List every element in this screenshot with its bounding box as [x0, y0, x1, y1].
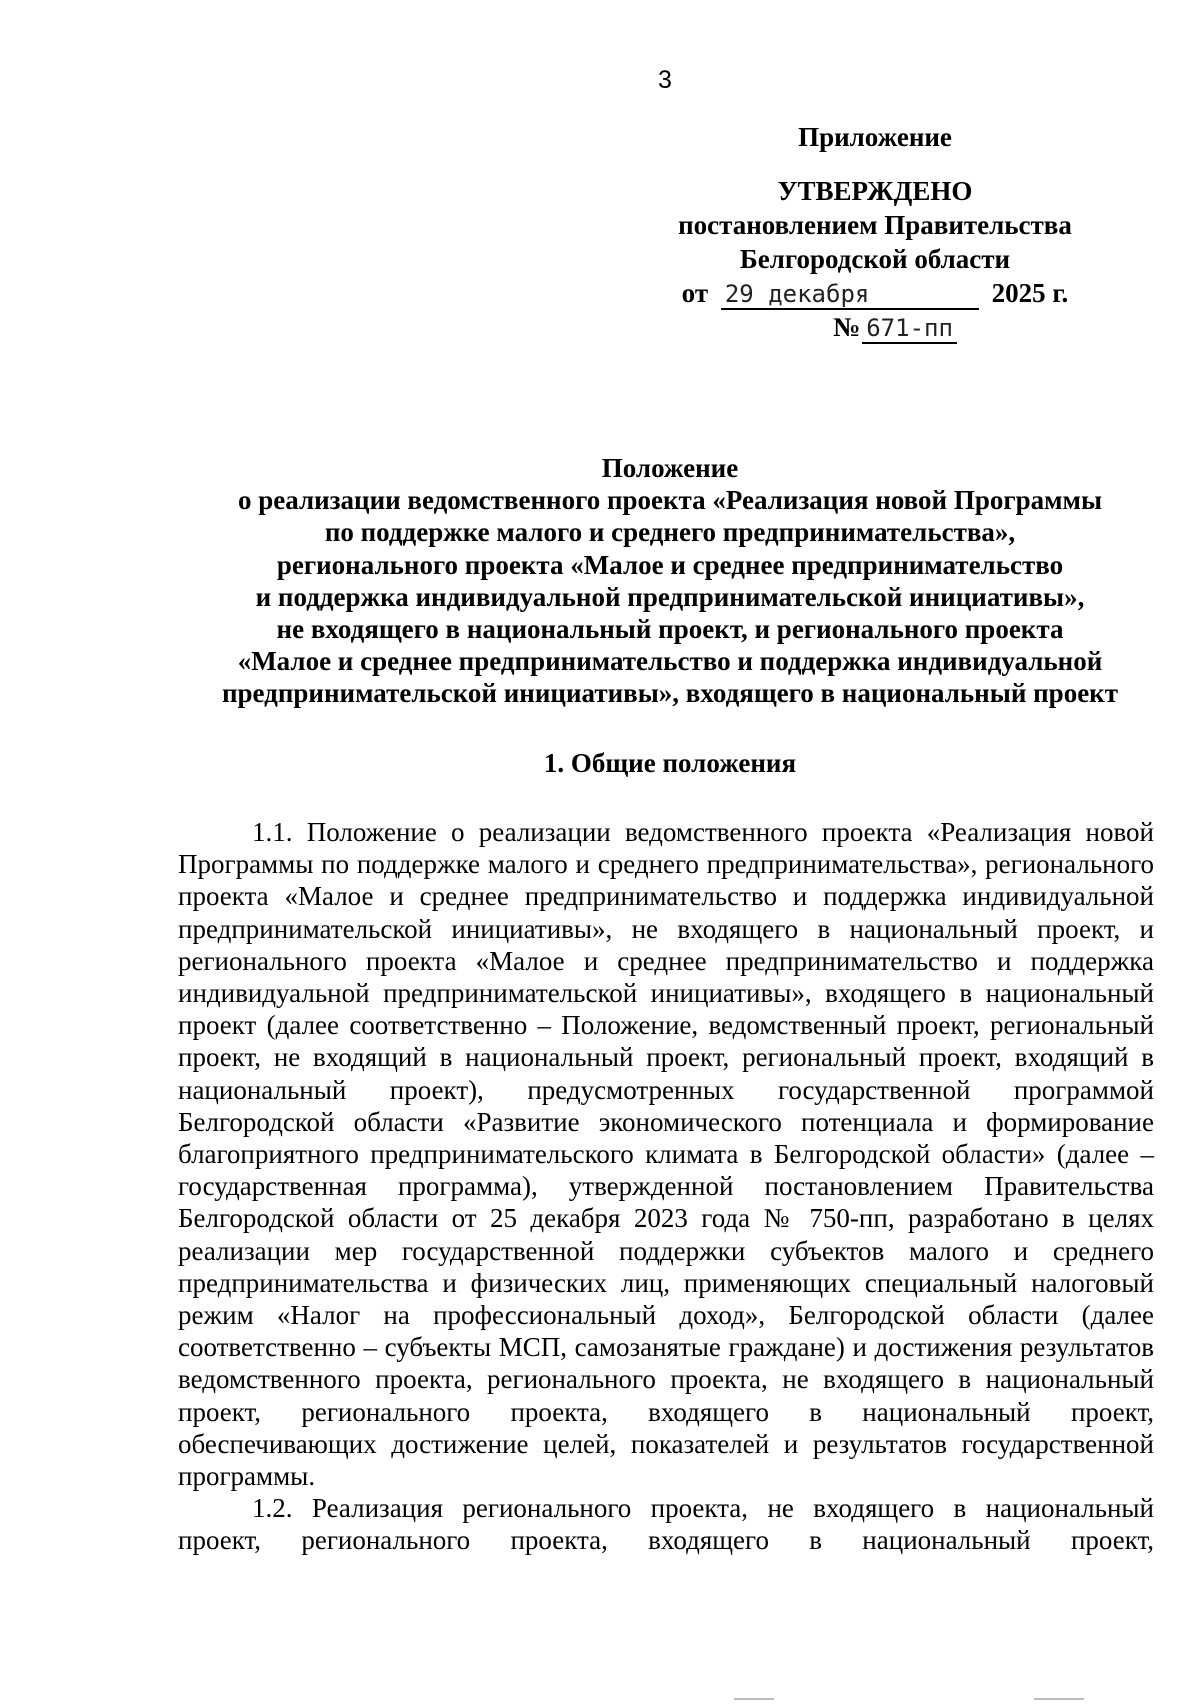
scan-artifact [734, 1698, 774, 1700]
decree-date [640, 276, 1110, 310]
appendix-label: Приложение [798, 122, 952, 152]
title-line: по поддержке малого и среднего предпринимательства», [324, 517, 1016, 548]
title-line: о реализации ведомственного проекта «Реализация новой Программы [237, 485, 1103, 516]
approved-label: УТВЕРЖДЕНО [777, 176, 973, 206]
title-line: предпринимательской инициативы», входящего в национальный проект [221, 678, 1119, 709]
date-year: 2025 г. [991, 278, 1069, 308]
title-line: и поддержка индивидуальной предпринимательской инициативы», [255, 581, 1085, 612]
date-prefix: от [681, 278, 709, 308]
decree-number [640, 310, 1110, 344]
title-line: не входящего в национальный проект, и регионального проекта [276, 614, 1064, 645]
page-number: 3 [658, 66, 672, 94]
title-line: регионального проекта «Малое и среднее предпринимательство [276, 549, 1064, 580]
document-title [170, 452, 1170, 710]
paragraph-1-2: 1.2. Реализация регионального проекта, не входящего в национальный проект, регионального проекта, входящего в национальный проект, [178, 1493, 1154, 1556]
paragraph-1-1: 1.1. Положение о реализации ведомственного проекта «Реализация новой Программы по поддержке малого и среднего предпринимательства», регионального проекта «Малое и среднее предпринимательство и поддержка индивидуальной предпринимательской инициативы», не входящего в национальный проект, и регионального проекта «Малое и среднее предпринимательство и поддержка индивидуальной предпринимательской инициативы», входящего в национальный проект (далее соответственно – Положение, ведомственный проект, региональный проект, не входящий в национальный проект, региональный проект, входящий в национальный проект), предусмотренных государственной программой Белгородской области «Развитие экономического потенциала и формирование благоприятного предпринимательского климата в Белгородской области» (далее – государственная программа), утвержденной постановлением Правительства Белгородской области от 25 декабря 2023 года № 750-пп, разработано в целях реализации мер государственной поддержки субъектов малого и среднего предпринимательства и физических лиц, применяющих специальный налоговый режим «Налог на профессиональный доход», Белгородской области (далее соответственно – субъекты МСП, самозанятые граждане) и достижения результатов ведомственного проекта, регионального проекта, не входящего в национальный проект, регионального проекта, входящего в национальный проект, обеспечивающих достижение целей, показателей и результатов государственной программы. [178, 817, 1154, 1492]
title-line: Положение [601, 453, 739, 483]
date-value: 29 декабря [721, 280, 979, 310]
body-text [178, 816, 1154, 1557]
decree-label: постановлением Правительства [678, 210, 1072, 240]
approval-block [640, 120, 1110, 344]
scan-artifact [1034, 1698, 1084, 1700]
number-prefix: № [833, 312, 861, 342]
region-label: Белгородской области [739, 244, 1011, 274]
number-value: 671-пп [862, 314, 957, 344]
section-heading: 1. Общие положения [543, 748, 797, 778]
title-line: «Малое и среднее предпринимательство и поддержка индивидуальной [237, 646, 1103, 677]
